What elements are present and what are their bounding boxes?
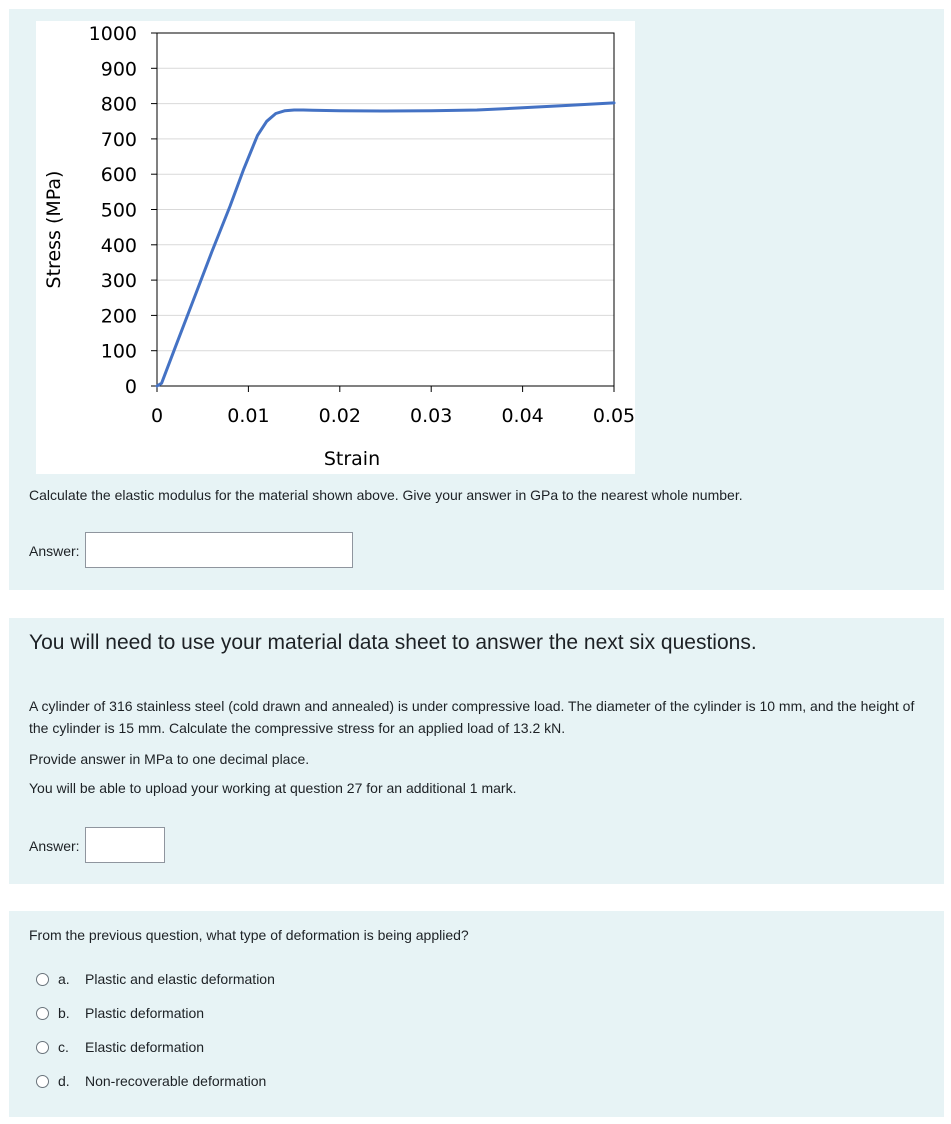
question-2-paragraph-2: Provide answer in MPa to one decimal place.: [29, 751, 310, 767]
y-axis-label: Stress (MPa): [43, 170, 65, 289]
question-2-paragraph-1: A cylinder of 316 stainless steel (cold drawn and annealed) is under compressive load. The diameter of the cylinder is 10 mm, and the height of the cylinder is 15 mm. Calculate the compressive stress for an applied load of 13.2 kN.: [29, 698, 915, 736]
question-1-panel: [9, 9, 944, 590]
option-letter: b.: [58, 1005, 70, 1021]
y-tick-label: 500: [100, 199, 137, 222]
x-tick-label: 0: [150, 405, 164, 427]
question-3-prompt: From the previous question, what type of deformation is being applied?: [29, 927, 469, 943]
x-tick-label: 0.02: [318, 405, 361, 427]
elastic-modulus-answer-input[interactable]: [85, 532, 353, 568]
option-letter: c.: [58, 1039, 69, 1055]
y-tick-label: 200: [100, 305, 137, 328]
answer-label: Answer:: [29, 838, 80, 854]
x-axis-label: Strain: [323, 448, 381, 470]
x-tick-label: 0.03: [410, 405, 453, 427]
radio-icon[interactable]: [36, 1007, 49, 1020]
y-tick-label: 900: [100, 58, 137, 81]
x-tick-label: 0.01: [227, 405, 270, 427]
radio-icon[interactable]: [36, 1075, 49, 1088]
question-2-panel: [9, 618, 944, 884]
y-tick-label: 700: [100, 128, 137, 151]
y-tick-label: 600: [100, 164, 137, 187]
radio-icon[interactable]: [36, 1041, 49, 1054]
chart-svg: [36, 21, 635, 474]
stress-strain-chart: [36, 21, 635, 474]
answer-label: Answer:: [29, 543, 80, 559]
option-label: Plastic and elastic deformation: [85, 971, 275, 987]
chart-ticks: [89, 23, 635, 427]
y-tick-label: 100: [100, 340, 137, 363]
y-tick-label: 0: [124, 376, 137, 398]
question-3-panel: [9, 911, 944, 1117]
option-letter: d.: [58, 1073, 70, 1089]
question-1-prompt: Calculate the elastic modulus for the material shown above. Give your answer in GPa to the nearest whole number.: [29, 487, 743, 503]
x-tick-label: 0.04: [501, 405, 544, 427]
compressive-stress-answer-input[interactable]: [85, 827, 165, 863]
y-tick-label: 300: [100, 270, 137, 293]
y-tick-label: 1000: [88, 23, 137, 45]
radio-icon[interactable]: [36, 973, 49, 986]
option-label: Non-recoverable deformation: [85, 1073, 267, 1089]
option-label: Elastic deformation: [85, 1039, 205, 1055]
y-tick-label: 400: [100, 234, 137, 257]
option-b[interactable]: [36, 1002, 204, 1024]
x-tick-label: 0.05: [592, 405, 635, 427]
question-2-paragraph-3: You will be able to upload your working at question 27 for an additional 1 mark.: [29, 780, 517, 796]
option-a[interactable]: [36, 968, 275, 990]
y-tick-label: 800: [100, 93, 137, 116]
section-heading: You will need to use your material data sheet to answer the next six questions.: [29, 631, 757, 654]
option-letter: a.: [58, 971, 70, 987]
option-c[interactable]: [36, 1036, 204, 1058]
option-label: Plastic deformation: [85, 1005, 205, 1021]
option-d[interactable]: [36, 1070, 266, 1092]
